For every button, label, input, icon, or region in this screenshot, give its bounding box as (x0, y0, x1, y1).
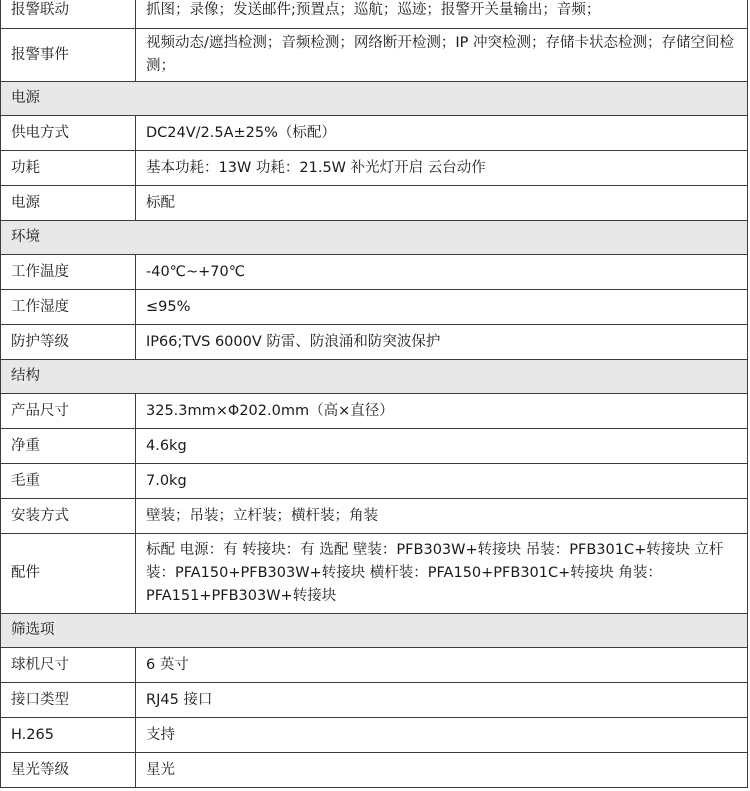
row-label: 电源 (1, 186, 136, 221)
row-value: 6 英寸 (136, 648, 748, 683)
row-label: 工作湿度 (1, 290, 136, 325)
row-label: 净重 (1, 429, 136, 464)
spec-row-product-dimensions (1, 394, 748, 429)
row-value: 基本功耗：13W 功耗：21.5W 补光灯开启 云台动作 (136, 151, 748, 186)
row-label: 产品尺寸 (1, 394, 136, 429)
row-label: 毛重 (1, 464, 136, 499)
row-label: H.265 (1, 718, 136, 753)
row-value: 视频动态/遮挡检测；音频检测；网络断开检测；IP 冲突检测；存储卡状态检测；存储空间检测； (136, 29, 748, 82)
spec-row-net-weight (1, 429, 748, 464)
row-label: 星光等级 (1, 753, 136, 788)
section-title: 环境 (1, 221, 748, 255)
row-label: 球机尺寸 (1, 648, 136, 683)
row-value: 星光 (136, 753, 748, 788)
section-header-structure (1, 360, 748, 394)
row-label: 安装方式 (1, 499, 136, 534)
section-title: 电源 (1, 82, 748, 116)
row-value: 标配 电源：有 转接块：有 选配 壁装：PFB303W+转接块 吊装：PFB301C+转接块 立杆装：PFA150+PFB303W+转接块 横杆装：PFA150+PFB301C+转接块 角装：PFA151+PFB303W+转接块 (136, 534, 748, 614)
row-value: IP66;TVS 6000V 防雷、防浪涌和防突波保护 (136, 325, 748, 360)
row-value: 抓图；录像；发送邮件;预置点；巡航；巡迹；报警开关量输出；音频； (136, 0, 748, 29)
spec-row-protection-level (1, 325, 748, 360)
row-value: 325.3mm×Φ202.0mm（高×直径） (136, 394, 748, 429)
row-value: 支持 (136, 718, 748, 753)
row-value: 7.0kg (136, 464, 748, 499)
spec-row-gross-weight (1, 464, 748, 499)
row-label: 功耗 (1, 151, 136, 186)
row-label: 报警联动 (1, 0, 136, 29)
row-value: DC24V/2.5A±25%（标配） (136, 116, 748, 151)
row-value: -40℃~+70℃ (136, 255, 748, 290)
row-label: 工作温度 (1, 255, 136, 290)
spec-row-alarm-linkage (1, 0, 748, 29)
spec-row-dome-size (1, 648, 748, 683)
row-label: 报警事件 (1, 29, 136, 82)
section-header-environment (1, 221, 748, 255)
spec-row-starlight-level (1, 753, 748, 788)
row-value: 4.6kg (136, 429, 748, 464)
section-title: 筛选项 (1, 614, 748, 648)
spec-row-installation (1, 499, 748, 534)
section-header-filters (1, 614, 748, 648)
spec-row-h265 (1, 718, 748, 753)
section-header-power (1, 82, 748, 116)
spec-row-operating-temperature (1, 255, 748, 290)
row-label: 接口类型 (1, 683, 136, 718)
spec-row-operating-humidity (1, 290, 748, 325)
spec-row-interface-type (1, 683, 748, 718)
spec-row-accessories (1, 534, 748, 614)
row-label: 配件 (1, 534, 136, 614)
row-value: 标配 (136, 186, 748, 221)
spec-row-power-supply (1, 116, 748, 151)
row-label: 供电方式 (1, 116, 136, 151)
section-title: 结构 (1, 360, 748, 394)
spec-row-power-consumption (1, 151, 748, 186)
spec-row-power-adapter (1, 186, 748, 221)
row-value: 壁装；吊装；立杆装；横杆装；角装 (136, 499, 748, 534)
row-value: ≤95% (136, 290, 748, 325)
row-label: 防护等级 (1, 325, 136, 360)
row-value: RJ45 接口 (136, 683, 748, 718)
spec-row-alarm-events (1, 29, 748, 82)
